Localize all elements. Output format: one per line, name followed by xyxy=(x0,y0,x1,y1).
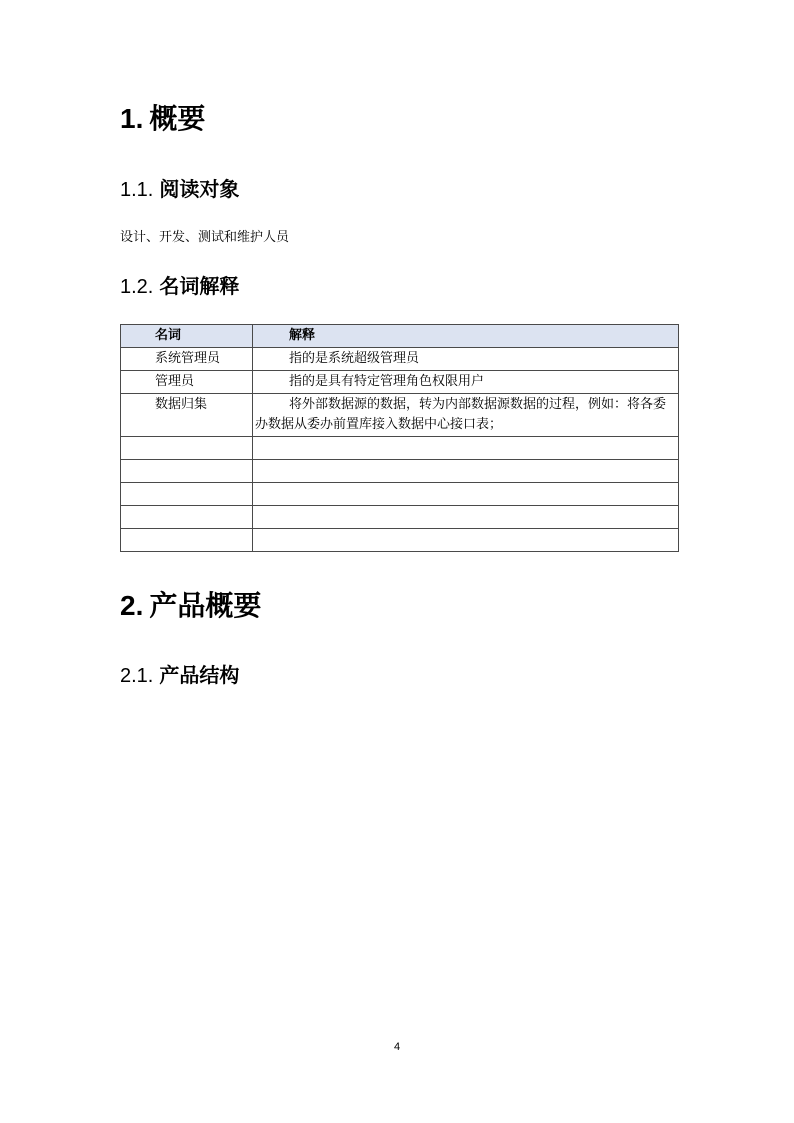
empty-table-row xyxy=(121,506,679,529)
term-cell: 数据归集 xyxy=(121,394,253,437)
definition-cell: 指的是具有特定管理角色权限用户 xyxy=(253,371,679,394)
subsection-heading-product-structure xyxy=(120,662,239,689)
empty-cell xyxy=(253,460,679,483)
table-header-definition: 解释 xyxy=(253,325,679,348)
table-header-row xyxy=(121,325,679,348)
definition-cell: 指的是系统超级管理员 xyxy=(253,348,679,371)
subsection-heading-glossary xyxy=(120,273,239,300)
empty-cell xyxy=(253,506,679,529)
empty-table-row xyxy=(121,483,679,506)
section-heading-overview xyxy=(120,102,205,136)
term-cell: 管理员 xyxy=(121,371,253,394)
section-number: 1. xyxy=(120,103,144,134)
table-row xyxy=(121,348,679,371)
empty-cell xyxy=(121,506,253,529)
section-number: 2. xyxy=(120,590,144,621)
empty-cell xyxy=(121,437,253,460)
subsection-number: 1.1. xyxy=(120,179,154,201)
page-number: 4 xyxy=(393,1041,401,1053)
empty-cell xyxy=(253,483,679,506)
empty-cell xyxy=(121,460,253,483)
term-cell: 系统管理员 xyxy=(121,348,253,371)
empty-cell xyxy=(253,437,679,460)
glossary-table xyxy=(120,324,679,552)
subsection-title: 产品结构 xyxy=(159,663,240,687)
subsection-number: 2.1. xyxy=(120,665,154,687)
section-title: 概要 xyxy=(149,102,206,135)
subsection-title: 名词解释 xyxy=(159,274,240,298)
empty-table-row xyxy=(121,437,679,460)
subsection-number: 1.2. xyxy=(120,276,154,298)
table-row xyxy=(121,394,679,437)
empty-cell xyxy=(121,483,253,506)
section-title: 产品概要 xyxy=(149,589,262,622)
section-heading-product-overview xyxy=(120,589,261,623)
definition-cell: 将外部数据源的数据，转为内部数据源数据的过程，例如：将各委办数据从委办前置库接入数据中心接口表； xyxy=(253,394,679,437)
empty-cell xyxy=(121,529,253,552)
subsection-title: 阅读对象 xyxy=(159,177,240,201)
empty-table-row xyxy=(121,529,679,552)
table-row xyxy=(121,371,679,394)
table-header-term: 名词 xyxy=(121,325,253,348)
subsection-heading-audience xyxy=(120,176,239,203)
empty-cell xyxy=(253,529,679,552)
audience-paragraph: 设计、开发、测试和维护人员 xyxy=(120,230,290,245)
empty-table-row xyxy=(121,460,679,483)
